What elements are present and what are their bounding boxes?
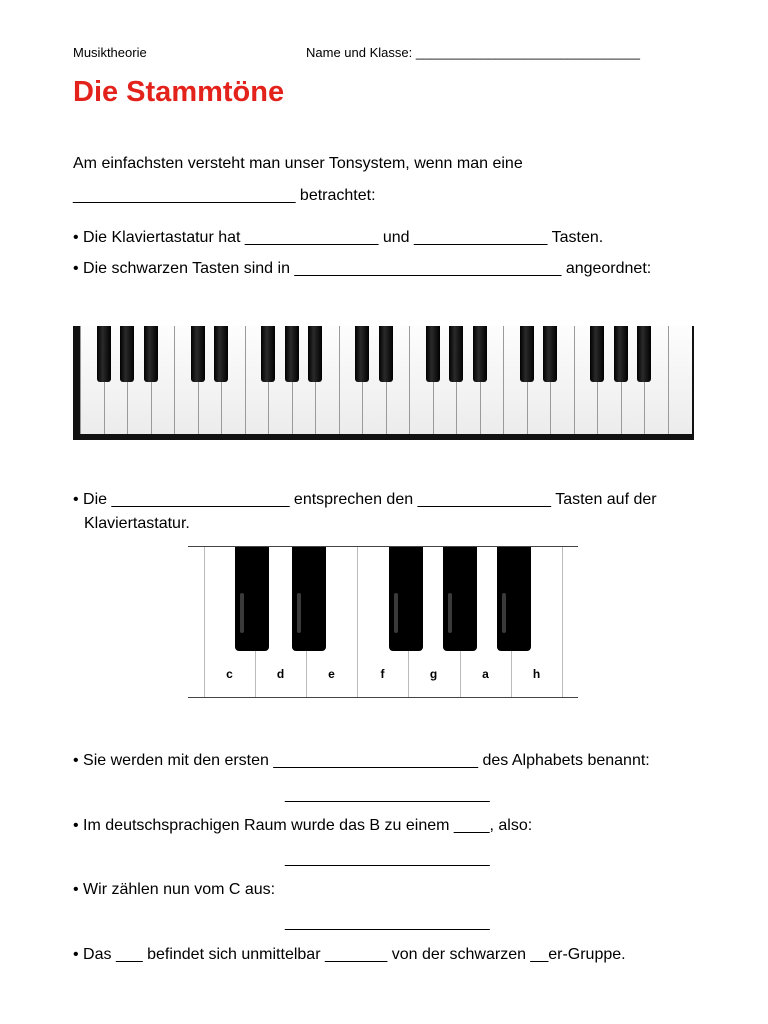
intro-line-2 xyxy=(73,187,376,205)
note-label-d: d xyxy=(276,667,285,681)
black-key xyxy=(144,326,158,382)
black-key xyxy=(120,326,134,382)
black-key xyxy=(449,326,463,382)
black-key xyxy=(308,326,322,382)
subject-label: Musiktheorie xyxy=(73,45,147,60)
black-key xyxy=(292,547,326,651)
note-label-a: a xyxy=(482,667,489,681)
name-class-label xyxy=(306,45,640,60)
bullet-black-keys-groups: • Die schwarzen Tasten sind in ______________________________ angeordnet: xyxy=(73,260,652,277)
black-key xyxy=(637,326,651,382)
black-key xyxy=(389,547,423,651)
note-label-e: e xyxy=(328,667,335,681)
keyboard-bottom-line xyxy=(188,697,578,698)
white-key-divider xyxy=(357,547,358,697)
bullet-keys-count: • Die Klaviertastatur hat _______________ und _______________ Tasten. xyxy=(73,229,604,246)
black-key xyxy=(520,326,534,382)
bullet-count-from-c: • Wir zählen nun vom C aus: xyxy=(73,881,276,898)
black-key xyxy=(97,326,111,382)
bullet-alphabet: • Sie werden mit den ersten _______________________ des Alphabets benannt: xyxy=(73,752,650,769)
black-key xyxy=(614,326,628,382)
bullet-position: • Das ___ befindet sich unmittelbar _______ von der schwarzen __er-Gruppe. xyxy=(73,946,626,963)
bullet-stammtoene: • Die ____________________ entsprechen den _______________ Tasten auf der xyxy=(73,491,657,508)
white-key-divider xyxy=(562,547,563,697)
piano-keyboard-full xyxy=(73,326,694,440)
page-title: Die Stammtöne xyxy=(73,76,285,108)
black-key xyxy=(235,547,269,651)
black-key xyxy=(261,326,275,382)
white-key-divider xyxy=(204,547,205,697)
black-key xyxy=(426,326,440,382)
black-key xyxy=(379,326,393,382)
answer-blank-count-from-c: _______________________ xyxy=(285,914,490,931)
note-label-g: g xyxy=(429,667,438,681)
black-key xyxy=(355,326,369,382)
white-key xyxy=(668,326,693,434)
note-label-f: f xyxy=(380,667,385,681)
black-key xyxy=(285,326,299,382)
black-key xyxy=(590,326,604,382)
note-label-c: c xyxy=(226,667,233,681)
black-key xyxy=(214,326,228,382)
black-key xyxy=(191,326,205,382)
black-key xyxy=(543,326,557,382)
intro-line-2-end: betrachtet: xyxy=(295,187,376,204)
note-label-h: h xyxy=(532,667,541,681)
bullet-b-to-h: • Im deutschsprachigen Raum wurde das B zu einem ____, also: xyxy=(73,817,533,834)
answer-blank-b-to-h: _______________________ xyxy=(285,850,490,867)
name-class-text: Name und Klasse: xyxy=(306,45,416,60)
intro-line-1: Am einfachsten versteht man unser Tonsystem, wenn man eine xyxy=(73,155,523,172)
name-class-blank: _______________________________ xyxy=(415,45,640,60)
intro-blank: _________________________ xyxy=(73,187,296,204)
answer-blank-alphabet: _______________________ xyxy=(285,786,490,803)
bullet-stammtoene-cont: Klaviertastatur. xyxy=(84,515,190,532)
black-key xyxy=(473,326,487,382)
black-key xyxy=(443,547,477,651)
black-key xyxy=(497,547,531,651)
piano-keyboard-notes xyxy=(188,544,578,702)
